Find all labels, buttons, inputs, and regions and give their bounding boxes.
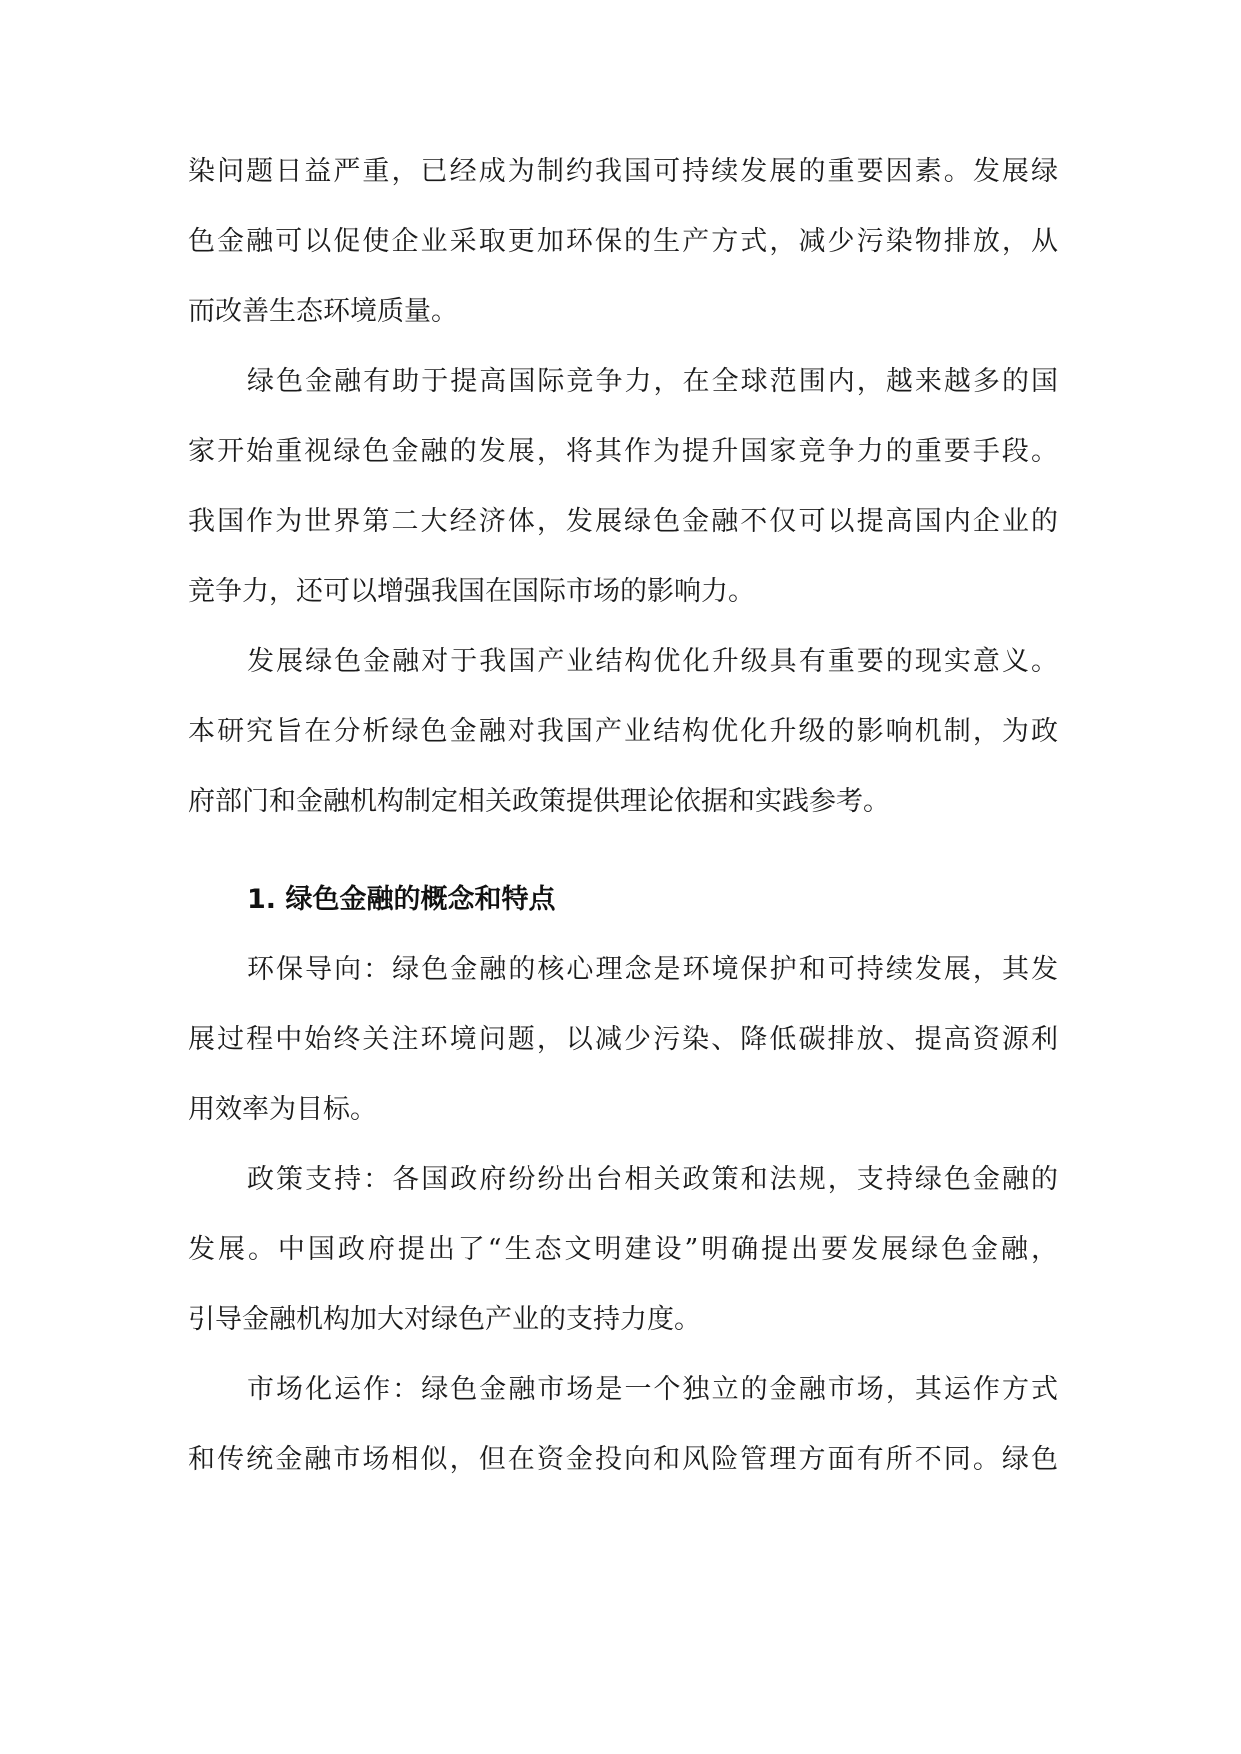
paragraph-4-line-3: 用效率为目标。 [188, 1094, 377, 1125]
paragraph-1-line-2: 色金融可以促使企业采取更加环保的生产方式，减少污染物排放，从 [188, 226, 1058, 257]
paragraph-6-line-2: 和传统金融市场相似，但在资金投向和风险管理方面有所不同。绿色 [188, 1444, 1058, 1475]
paragraph-4-line-1: 环保导向：绿色金融的核心理念是环境保护和可持续发展，其发 [247, 954, 1058, 985]
paragraph-5-line-2: 发展。中国政府提出了“生态文明建设”明确提出要发展绿色金融， [188, 1234, 1058, 1265]
paragraph-2-line-3: 我国作为世界第二大经济体，发展绿色金融不仅可以提高国内企业的 [188, 506, 1058, 537]
paragraph-3-line-3: 府部门和金融机构制定相关政策提供理论依据和实践参考。 [188, 786, 890, 817]
paragraph-2-line-1: 绿色金融有助于提高国际竞争力，在全球范围内，越来越多的国 [247, 366, 1058, 397]
paragraph-4-line-2: 展过程中始终关注环境问题，以减少污染、降低碳排放、提高资源利 [188, 1024, 1058, 1055]
paragraph-5-line-3: 引导金融机构加大对绿色产业的支持力度。 [188, 1304, 701, 1335]
paragraph-5-line-1: 政策支持：各国政府纷纷出台相关政策和法规，支持绿色金融的 [247, 1164, 1058, 1195]
paragraph-3-line-1: 发展绿色金融对于我国产业结构优化升级具有重要的现实意义。 [247, 646, 1058, 677]
paragraph-3-line-2: 本研究旨在分析绿色金融对我国产业结构优化升级的影响机制，为政 [188, 716, 1058, 747]
paragraph-6-line-1: 市场化运作：绿色金融市场是一个独立的金融市场，其运作方式 [247, 1374, 1058, 1405]
paragraph-2-line-2: 家开始重视绿色金融的发展，将其作为提升国家竞争力的重要手段。 [188, 436, 1058, 467]
paragraph-1-line-3: 而改善生态环境质量。 [188, 296, 458, 327]
paragraph-2-line-4: 竞争力，还可以增强我国在国际市场的影响力。 [188, 576, 755, 607]
paragraph-1-line-1: 染问题日益严重，已经成为制约我国可持续发展的重要因素。发展绿 [188, 156, 1058, 187]
section-heading: 1. 绿色金融的概念和特点 [247, 884, 556, 915]
